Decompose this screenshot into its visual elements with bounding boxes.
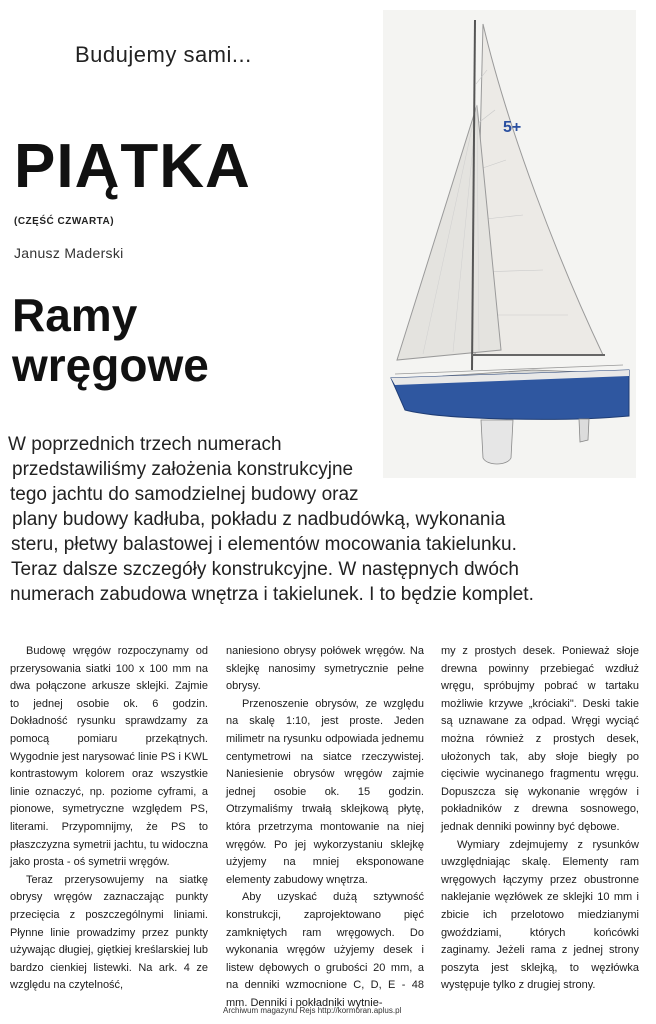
article-headline <box>12 290 209 390</box>
headline-line-1: Ramy <box>12 289 138 341</box>
lead-line: W poprzednich trzech numerach <box>8 434 282 455</box>
text-column-3 <box>441 643 639 995</box>
lead-line: tego jachtu do samodzielnej budowy oraz <box>10 484 359 505</box>
lead-line: Teraz dalsze szczegóły konstrukcyjne. W następnych dwóch <box>11 559 519 580</box>
text-column-1 <box>10 643 208 995</box>
archive-footer: Archiwum magazynu Rejs http://kormoran.aplus.pl <box>223 1006 402 1015</box>
lead-line: numerach zabudowa wnętrza i takielunek. I to będzie komplet. <box>10 584 534 605</box>
paragraph: Budowę wręgów rozpoczynamy od przerysowania siatki 100 x 100 mm na dwa połączone arkusze sklejki. Zajmie to jednej osobie ok. 6 godzin. Dokładność rysunku sprawdzamy za pomocą pomiaru przekątnych. Wygodnie jest narysować linie PS i KWL kontrastowym kolorem oraz wszystkie linie oznaczyć, np. poziome cyframi, a pionowe, symetryczne względem PS, literami. Przypomnijmy, że PS to płaszczyzna symetrii jachtu, tu widoczna jako prosta - oś symetrii wręgów. <box>10 645 208 869</box>
lead-line: przedstawiliśmy założenia konstrukcyjne <box>12 459 354 480</box>
article-author: Janusz Maderski <box>14 245 124 261</box>
sail-number: 5+ <box>503 119 522 136</box>
paragraph: Przenoszenie obrysów, ze względu na skalę 1:10, jest proste. Jeden milimetr na rysunku odpowiada jednemu centymetrowi na siatce rzeczywistej. Naniesienie obrysów wręgów zajmie jednej osobie ok. 15 godzin. Otrzymaliśmy trwałą sklejkową płytę, która przetrzyma montowanie na niej wręgów. Po jej wykorzystaniu sklejkę użyjemy na mniej eksponowane elementy zabudowy wnętrza. <box>226 697 424 886</box>
sailboat-illustration <box>383 10 636 478</box>
lead-line: steru, płetwy balastowej i elementów mocowania takielunku. <box>11 534 517 555</box>
paragraph: Aby uzyskać dużą sztywność konstrukcji, zaprojektowano pięć zamkniętych ram wręgowych. Do wykonania wręgów użyjemy desek i listew dębowych o grubości 20 mm, a na denniki wzmocnione C, D, E - 48 mm. Denniki i pokładniki wytnie- <box>226 891 424 1009</box>
section-kicker: Budujemy sami... <box>75 42 252 67</box>
lead-paragraph <box>8 432 648 607</box>
paragraph: my z prostych desek. Ponieważ słoje drewna powinny przebiegać wzdłuż wręgu, spróbujmy pobrać w tartaku możliwie krzywe „króciaki". Deski takie są uznawane za odpad. Wręgi wyciąć można również z prostych desek, ułożonych tak, aby słoje biegły po cięciwie wycinanego fragmentu wręgu. Dopuszcza się wykonanie wręgów i pokładników z drewna sosnowego, jednak denniki powinny być dębowe. <box>441 645 639 833</box>
article-title: PIĄTKA <box>14 132 251 201</box>
headline-line-2: wręgowe <box>12 339 209 391</box>
paragraph: Teraz przerysowujemy na siatkę obrysy wręgów zaznaczając punkty przecięcia z poszczególnymi liniami. Płynne linie prowadzimy przez punkty używając długiej, giętkiej kreślarskiej lub bardzo cienkiej listewki. Na ark. 4 ze względu na czytelność, <box>10 873 208 992</box>
article-part: (CZĘŚĆ CZWARTA) <box>14 216 115 227</box>
paragraph: Wymiary zdejmujemy z rysunków uwzględniając skalę. Elementy ram wręgowych łączymy przez obustronne naklejanie węzłówek ze sklejki 10 mm i zbicie ich przelotowo miedzianymi gwoździami, których końcówki zaginamy. Jeżeli rama z jednej strony poszyta jest sklejką, to węzłówka występuje tylko z drugiej strony. <box>441 838 639 992</box>
paragraph: naniesiono obrysy połówek wręgów. Na sklejkę nanosimy symetrycznie pełne obrysy. <box>226 645 424 693</box>
text-column-2 <box>226 643 424 1012</box>
lead-line: plany budowy kadłuba, pokładu z nadbudówką, wykonania <box>12 509 506 530</box>
